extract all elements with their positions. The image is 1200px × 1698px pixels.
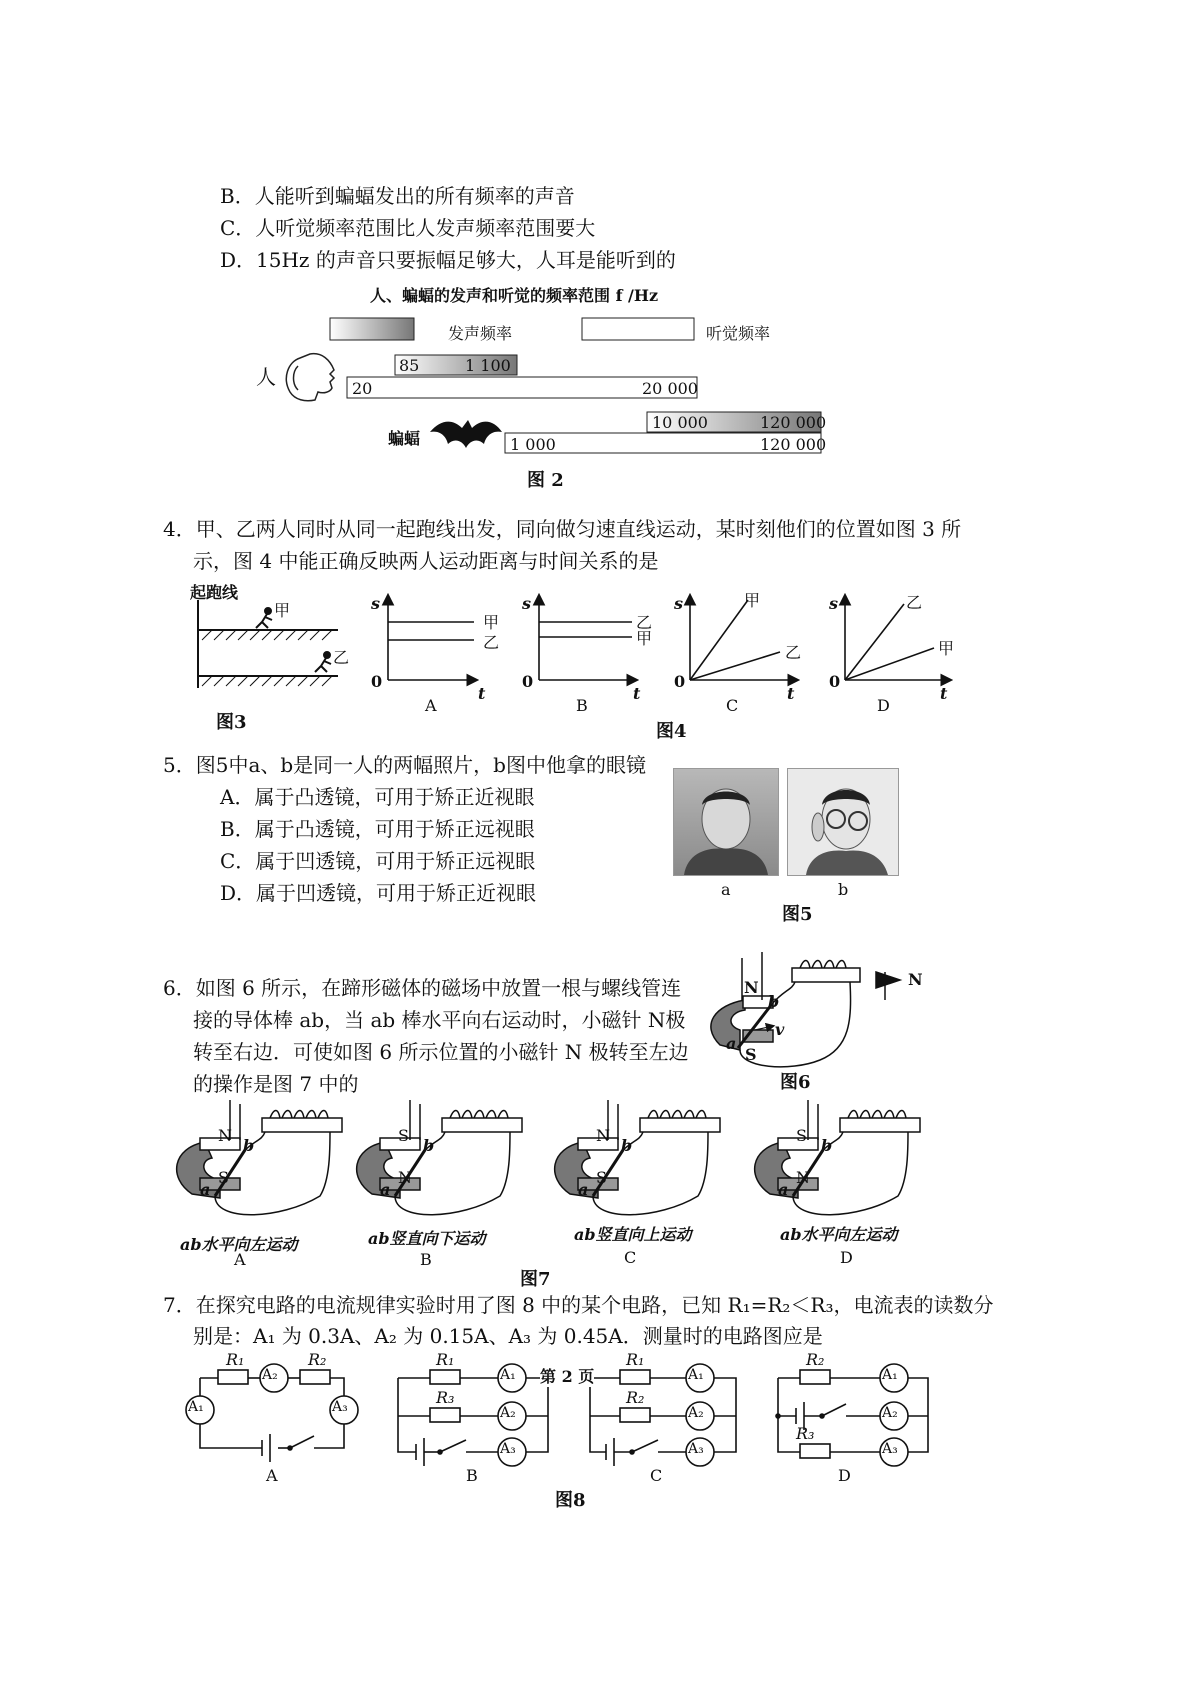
q5-option-c: C．属于凹透镜，可用于矫正远视眼 bbox=[220, 849, 536, 873]
bat-hear-high: 120 000 bbox=[760, 435, 827, 454]
q3-option-b: B．人能听到蝙蝠发出的所有频率的声音 bbox=[220, 184, 575, 208]
cb-a2: A₂ bbox=[500, 1405, 516, 1421]
q6-stem-line4: 的操作是图 7 中的 bbox=[193, 1072, 359, 1096]
fig7-caption: 图7 bbox=[520, 1269, 551, 1290]
fig6-compass-n: N bbox=[908, 970, 923, 989]
q5-option-d: D．属于凹透镜，可用于矫正近视眼 bbox=[220, 881, 537, 905]
q5-stem: 5．图5中a、b是同一人的两幅照片，b图中他拿的眼镜 bbox=[163, 753, 646, 777]
ca-a3: A₃ bbox=[332, 1399, 348, 1415]
graph-c-origin: 0 bbox=[674, 672, 686, 691]
fig7-d-a: a bbox=[778, 1180, 789, 1199]
q5-option-b: B．属于凸透镜，可用于矫正远视眼 bbox=[220, 817, 535, 841]
graph-d-yi: 乙 bbox=[906, 593, 923, 612]
q7-stem-line1: 7．在探究电路的电流规律实验时用了图 8 中的某个电路，已知 R₁=R₂＜R₃，电流表的读数分 bbox=[163, 1293, 994, 1317]
bat-label: 蝙蝠 bbox=[388, 429, 421, 448]
fig8-caption: 图8 bbox=[555, 1490, 586, 1511]
page-number: 第 2 页 bbox=[540, 1364, 594, 1387]
fig7-d-n: N bbox=[796, 1168, 810, 1187]
fig7-d-desc: ab水平向左运动 bbox=[780, 1225, 898, 1244]
cc-r1: R₁ bbox=[626, 1350, 645, 1369]
fig4-caption: 图4 bbox=[656, 721, 687, 742]
cc-a3: A₃ bbox=[688, 1441, 704, 1457]
circuit-b bbox=[398, 1364, 548, 1466]
fig7-b-b: b bbox=[423, 1136, 435, 1155]
legend-hear-label: 听觉频率 bbox=[706, 324, 771, 343]
graph-a-t: t bbox=[478, 684, 486, 703]
cb-a3: A₃ bbox=[500, 1441, 516, 1457]
cd-r3: R₃ bbox=[796, 1424, 815, 1443]
fig7-a-desc: ab水平向左运动 bbox=[180, 1235, 298, 1254]
graph-d-s: s bbox=[829, 594, 839, 613]
graph-c-jia: 甲 bbox=[744, 591, 761, 610]
cc-a1: A₁ bbox=[688, 1367, 704, 1383]
bat-emit-high: 120 000 bbox=[760, 413, 827, 432]
q7-stem-line2: 别是：A₁ 为 0.3A、A₂ 为 0.15A、A₃ 为 0.45A．测量时的电路图应是 bbox=[193, 1324, 823, 1348]
q4-stem-line1: 4．甲、乙两人同时从同一起跑线出发，同向做匀速直线运动，某时刻他们的位置如图 3 所 bbox=[163, 517, 962, 541]
cd-a1: A₁ bbox=[882, 1367, 898, 1383]
fig7-b-s: S bbox=[398, 1126, 409, 1145]
human-hear-low: 20 bbox=[352, 379, 373, 398]
fig6-caption: 图6 bbox=[780, 1072, 811, 1093]
circuit-d bbox=[776, 1364, 928, 1466]
fig5-caption: 图5 bbox=[782, 904, 813, 925]
graph-d-origin: 0 bbox=[829, 672, 841, 691]
photo-a-label: a bbox=[721, 880, 731, 899]
fig7-c-n: N bbox=[596, 1126, 610, 1145]
q3-option-c: C．人听觉频率范围比人发声频率范围要大 bbox=[220, 216, 596, 240]
q6-stem-line3: 转至右边．可使如图 6 所示位置的小磁针 N 极转至左边 bbox=[193, 1040, 689, 1064]
fig7-b-a: a bbox=[380, 1180, 391, 1199]
cd-r2: R₂ bbox=[806, 1350, 825, 1369]
human-hear-high: 20 000 bbox=[642, 379, 698, 398]
cb-r1: R₁ bbox=[436, 1350, 455, 1369]
graph-b-t: t bbox=[633, 684, 641, 703]
fig7-c-label: C bbox=[624, 1248, 637, 1267]
fig7-a-label: A bbox=[234, 1250, 246, 1269]
graph-c-t: t bbox=[787, 684, 795, 703]
graph-c-yi: 乙 bbox=[785, 643, 802, 662]
fig7-c-b: b bbox=[621, 1136, 633, 1155]
graph-a-origin: 0 bbox=[371, 672, 383, 691]
circuit-c bbox=[590, 1364, 736, 1466]
photo-b-label: b bbox=[838, 880, 849, 899]
graph-a-s: s bbox=[371, 594, 381, 613]
fig6-s-pole: S bbox=[745, 1045, 757, 1064]
graph-d-t: t bbox=[940, 684, 948, 703]
graph-b-jia: 甲 bbox=[636, 629, 653, 648]
graph-a-yi: 乙 bbox=[483, 633, 500, 652]
fig6-a-label: a bbox=[726, 1034, 737, 1053]
human-emit-low: 85 bbox=[399, 356, 420, 375]
q5-option-a: A．属于凸透镜，可用于矫正近视眼 bbox=[220, 785, 535, 809]
fig3-start-line-label: 起跑线 bbox=[190, 583, 239, 602]
graph-b-label: B bbox=[576, 696, 588, 715]
fig2-caption: 图 2 bbox=[527, 470, 564, 491]
graph-b-origin: 0 bbox=[522, 672, 534, 691]
fig7-c-a: a bbox=[578, 1180, 589, 1199]
q6-stem-line1: 6．如图 6 所示，在蹄形磁体的磁场中放置一根与螺线管连 bbox=[163, 976, 682, 1000]
fig7-d-label: D bbox=[840, 1248, 853, 1267]
fig7-b-desc: ab竖直向下运动 bbox=[368, 1229, 486, 1248]
fig3-jia-label: 甲 bbox=[274, 601, 291, 620]
cb-a1: A₁ bbox=[500, 1367, 516, 1383]
fig7-a-s: S bbox=[218, 1168, 229, 1187]
fig7-a-b: b bbox=[243, 1136, 255, 1155]
cb-r3: R₃ bbox=[436, 1388, 455, 1407]
ca-a2: A₂ bbox=[262, 1367, 278, 1383]
ca-r2: R₂ bbox=[308, 1350, 327, 1369]
cd-a3: A₃ bbox=[882, 1441, 898, 1457]
ca-r1: R₁ bbox=[226, 1350, 245, 1369]
human-emit-high: 1 100 bbox=[465, 356, 511, 375]
cc-label: C bbox=[650, 1466, 663, 1485]
fig2-title: 人、蝙蝠的发声和听觉的频率范围 f /Hz bbox=[370, 286, 659, 305]
human-label: 人 bbox=[256, 365, 276, 389]
fig7-c-desc: ab竖直向上运动 bbox=[574, 1225, 692, 1244]
graph-c-label: C bbox=[726, 696, 739, 715]
fig7-c-s: S bbox=[596, 1168, 607, 1187]
fig7-a-a: a bbox=[200, 1180, 211, 1199]
legend-emit-label: 发声频率 bbox=[448, 324, 513, 343]
q6-stem-line2: 接的导体棒 ab，当 ab 棒水平向右运动时，小磁针 N极 bbox=[193, 1008, 686, 1032]
graph-b-s: s bbox=[522, 594, 532, 613]
graph-c-s: s bbox=[674, 594, 684, 613]
cd-a2: A₂ bbox=[882, 1405, 898, 1421]
cd-label: D bbox=[838, 1466, 851, 1485]
fig7-b-label: B bbox=[420, 1250, 432, 1269]
fig7-a-n: N bbox=[218, 1126, 232, 1145]
graph-d-jia: 甲 bbox=[938, 639, 955, 658]
fig3-caption: 图3 bbox=[216, 712, 247, 733]
q4-stem-line2: 示，图 4 中能正确反映两人运动距离与时间关系的是 bbox=[193, 549, 659, 573]
q3-option-d: D．15Hz 的声音只要振幅足够大，人耳是能听到的 bbox=[220, 248, 676, 272]
bat-hear-low: 1 000 bbox=[510, 435, 556, 454]
fig7-b-n: N bbox=[398, 1168, 412, 1187]
graph-a-label: A bbox=[425, 696, 437, 715]
fig3-yi-label: 乙 bbox=[333, 648, 350, 667]
graph-a-jia: 甲 bbox=[483, 613, 500, 632]
cb-label: B bbox=[466, 1466, 478, 1485]
ca-a1: A₁ bbox=[188, 1399, 204, 1415]
graph-d-label: D bbox=[877, 696, 890, 715]
fig6-b-label: b bbox=[768, 992, 780, 1011]
bat-emit-low: 10 000 bbox=[652, 413, 708, 432]
cc-a2: A₂ bbox=[688, 1405, 704, 1421]
fig7-d-s: S bbox=[796, 1126, 807, 1145]
fig7-d-b: b bbox=[821, 1136, 833, 1155]
fig6-n-pole: N bbox=[744, 978, 759, 997]
fig6-v-label: v bbox=[775, 1020, 785, 1039]
cc-r2: R₂ bbox=[626, 1388, 645, 1407]
ca-label: A bbox=[266, 1466, 278, 1485]
graph-b-yi: 乙 bbox=[636, 613, 653, 632]
